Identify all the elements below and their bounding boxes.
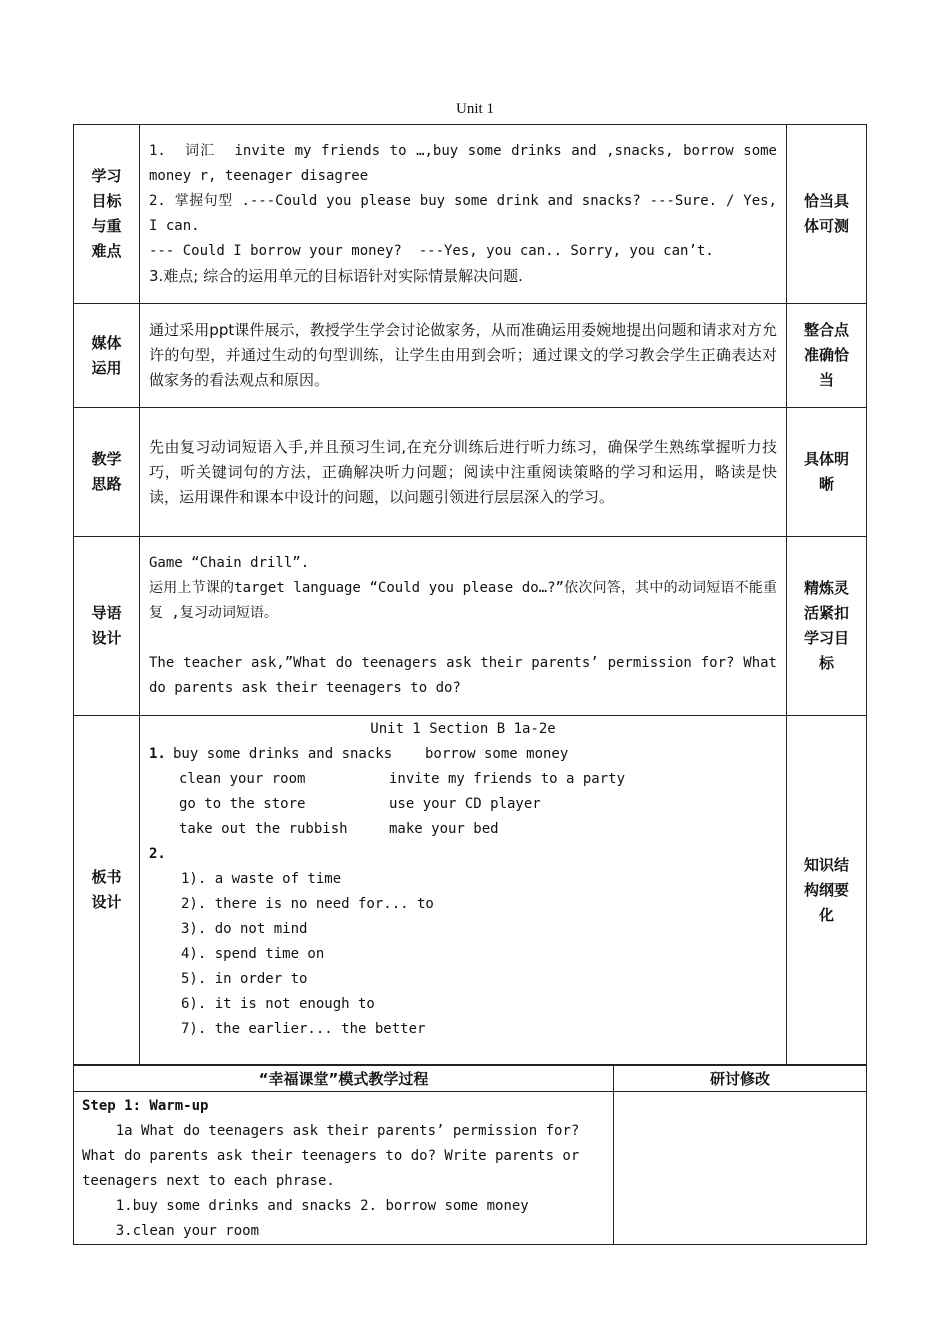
phrase-item: go to the store xyxy=(179,796,306,812)
phrase-item: use your CD player xyxy=(389,796,541,812)
process-table xyxy=(73,1065,867,1245)
media-row xyxy=(74,304,867,408)
objectives-row xyxy=(74,125,867,304)
step-line: 3.clean your room xyxy=(82,1223,260,1239)
board-list-item: 3). do not mind xyxy=(181,921,308,937)
phrase-row xyxy=(149,767,777,792)
process-header-left: “幸福课堂”模式教学过程 xyxy=(74,1066,614,1092)
process-step-row xyxy=(74,1092,867,1245)
phrase-item: borrow some money xyxy=(425,746,569,762)
phrase-row xyxy=(149,817,777,842)
approach-line: 先由复习动词短语入手,并且预习生词,在充分训练后进行听力练习，确保学生熟练掌握听力技巧，听关键词句的方法，正确解决听力问题；阅读中注重阅读策略的学习和运用，略读是快读，运用课件和课本中设计的问题，以问题引领进行层层深入的学习。 xyxy=(149,437,777,506)
board-heading: Unit 1 Section B 1a-2e xyxy=(370,721,556,737)
media-note: 整合点 准确恰 当 xyxy=(787,304,867,408)
phrase-item: clean your room xyxy=(179,771,306,787)
revision-cell xyxy=(614,1092,867,1245)
board-row xyxy=(74,716,867,1065)
board-list-item: 5). in order to xyxy=(181,971,308,987)
approach-note: 具体明 晰 xyxy=(787,408,867,537)
board-list-item: 6). it is not enough to xyxy=(181,996,375,1012)
process-header-right: 研讨修改 xyxy=(614,1066,867,1092)
step-line: teenagers next to each phrase. xyxy=(82,1173,335,1189)
board-list-item: 7). the earlier... the better xyxy=(181,1021,426,1037)
board-list-item: 2). there is no need for... to xyxy=(181,896,434,912)
media-line: 通过采用ppt课件展示，教授学生学会讨论做家务，从而准确运用委婉地提出问题和请求对方允许的句型，并通过生动的句型训练，让学生由用到会听；通过课文的学习教会学生正确表达对做家务的看法观点和原因。 xyxy=(149,321,777,389)
phrase-item: take out the rubbish xyxy=(179,821,348,837)
objectives-line: 1. 词汇 invite my friends to …,buy some drinks and ,snacks, borrow some money r, teenager disagree xyxy=(149,143,786,184)
objectives-label: 学习 目标 与重 难点 xyxy=(74,125,140,304)
step-content xyxy=(74,1092,614,1245)
media-label: 媒体 运用 xyxy=(74,304,140,408)
step-line: What do parents ask their teenagers to do? Write parents or xyxy=(82,1148,580,1164)
leadin-note: 精炼灵 活紧扣 学习目 标 xyxy=(787,537,867,716)
approach-content xyxy=(140,408,787,537)
objectives-content xyxy=(140,125,787,304)
board-label: 板书 设计 xyxy=(74,716,140,1065)
leadin-line: Game “Chain drill”. xyxy=(149,555,310,571)
phrase-item: make your bed xyxy=(389,821,499,837)
board-content xyxy=(140,716,787,1065)
board-note: 知识结 构纲要 化 xyxy=(787,716,867,1065)
phrase-item: invite my friends to a party xyxy=(389,771,626,787)
objectives-line: 2. 掌握句型 .---Could you please buy some drink and snacks? ---Sure. / Yes, I can. xyxy=(149,193,786,234)
phrase-row xyxy=(149,792,777,817)
objectives-line: --- Could I borrow your money? ---Yes, you can.. Sorry, you can’t. xyxy=(149,243,714,259)
leadin-line: The teacher ask,”What do teenagers ask their parents’ permission for? What do parents ask their teenagers to do? xyxy=(149,655,786,696)
phrase-item: buy some drinks and snacks xyxy=(173,746,393,762)
leadin-line xyxy=(149,626,777,651)
page-title: Unit 1 xyxy=(456,101,494,117)
leadin-label: 导语 设计 xyxy=(74,537,140,716)
objectives-note: 恰当具 体可测 xyxy=(787,125,867,304)
approach-row xyxy=(74,408,867,537)
lesson-plan-table xyxy=(73,124,867,1065)
section1-number: 1. xyxy=(149,746,166,762)
leadin-line: 运用上节课的target language “Could you please do…?”依次问答，其中的动词短语不能重复 ,复习动词短语。 xyxy=(149,580,777,621)
leadin-content xyxy=(140,537,787,716)
step-title: Step 1: Warm-up xyxy=(82,1098,209,1114)
phrase-row xyxy=(149,742,777,767)
step-line: 1.buy some drinks and snacks 2. borrow some money xyxy=(82,1198,529,1214)
approach-label: 教学 思路 xyxy=(74,408,140,537)
step-line: 1a What do teenagers ask their parents’ permission for? xyxy=(82,1123,580,1139)
objectives-line: 3.难点; 综合的运用单元的目标语针对实际情景解决问题. xyxy=(149,267,523,285)
section2-number: 2. xyxy=(149,846,166,862)
media-content xyxy=(140,304,787,408)
leadin-row xyxy=(74,537,867,716)
process-header-row xyxy=(74,1066,867,1092)
board-list-item: 4). spend time on xyxy=(181,946,325,962)
board-list-item: 1). a waste of time xyxy=(181,871,342,887)
